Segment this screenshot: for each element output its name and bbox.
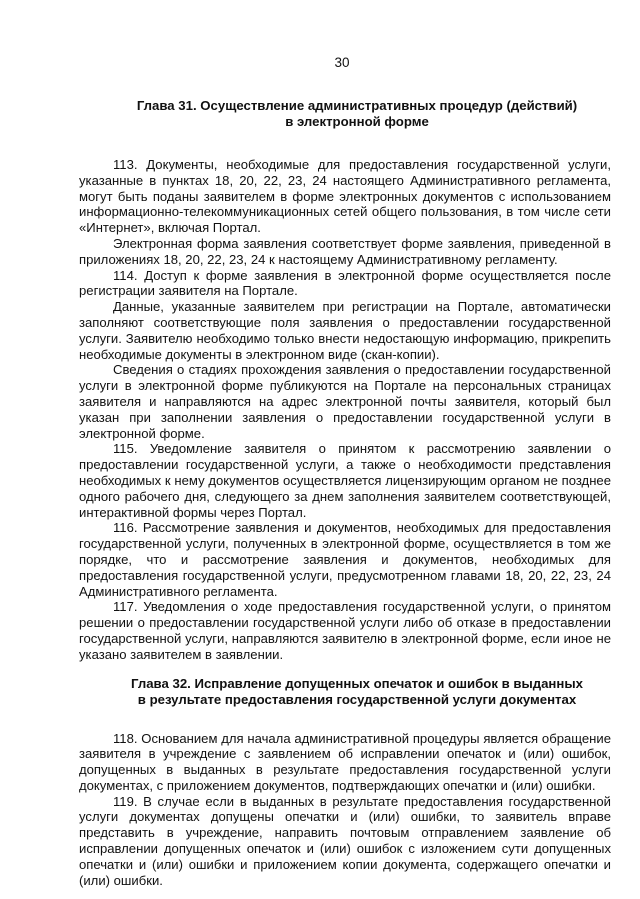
paragraph-registration-data: Данные, указанные заявителем при регистрации на Портале, автоматически заполняют соответствующие поля заявления о предоставлении государственной услуги. Заявителю необходимо только внести недостающую информацию, прикрепить необходимые документы в электронном виде (скан-копии). [79,299,611,362]
paragraph-119: 119. В случае если в выданных в результате предоставления государственной услуги документах допущены опечатки и (или) ошибки, то заявитель вправе представить в учреждение, направить почтовым отправлением заявление об исправлении допущенных опечаток и (или) ошибок с изложением сути допущенных опечатки и (или) ошибки и приложением копии документа, содержащего опечатки и (или) ошибки. [79,793,611,888]
chapter-32-section [79,731,611,889]
page-number: 30 [334,55,350,70]
paragraph-114: 114. Доступ к форме заявления в электронной форме осуществляется после регистрации заявителя на Портале. [79,267,611,299]
paragraph-113: 113. Документы, необходимые для предоставления государственной услуги, указанные в пунктах 18, 20, 22, 23, 24 настоящего Административного регламента, могут быть поданы заявителем в форме электронных документов с использованием информационно-телекоммуникационных сетей общего пользования, в том числе сети «Интернет», включая Портал. [79,157,611,236]
chapter-31-section [79,157,611,663]
chapter-31-heading-line-1: Глава 31. Осуществление административных процедур (действий) [136,98,578,113]
paragraph-115: 115. Уведомление заявителя о принятом к рассмотрению заявлении о предоставлении государственной услуги, а также о необходимости представления необходимых к нему документов осуществляется лицензирующим органом не позднее одного рабочего дня, следующего за днем заполнения заявителем соответствующей, интерактивной формы через Портал. [79,441,611,520]
chapter-32-heading-line-1: Глава 32. Исправление допущенных опечаток и ошибок в выданных [131,675,583,691]
paragraph-116: 116. Рассмотрение заявления и документов, необходимых для предоставления государственной услуги, полученных в электронной форме, осуществляется в том же порядке, что и рассмотрение заявления и документов, необходимых для предоставления государственной услуги, предусмотренном главами 18, 20, 22, 23, 24 Административного регламента. [79,520,611,599]
chapter-32-heading [79,676,611,708]
document-body [79,98,611,888]
paragraph-118: 118. Основанием для начала административной процедуры является обращение заявителя в учреждение с заявлением об исправлении опечаток и (или) ошибок, допущенных в выданных в результате предоставления государственной услуги документах, с приложением документов, подтверждающих опечатки и (или) ошибки. [79,730,611,793]
chapter-31-heading [79,98,611,130]
paragraph-117: 117. Уведомления о ходе предоставления государственной услуги, о принятом решении о предоставлении государственной услуги либо об отказе в предоставлении государственной услуги, направляются заявителю в электронной форме, если иное не указано заявителем в заявлении. [79,599,611,662]
paragraph-status-info: Сведения о стадиях прохождения заявления о предоставлении государственной услуги в электронной форме публикуются на Портале на персональных страницах заявителя и направляются на адрес электронной почты заявителя, который был указан при заполнении заявления о предоставлении государственной услуги в электронной форме. [79,362,611,441]
chapter-32-heading-line-2: в результате предоставления государственной услуги документах [137,691,577,707]
chapter-31-heading-line-2: в электронной форме [285,114,429,129]
paragraph-electronic-form: Электронная форма заявления соответствует форме заявления, приведенной в приложениях 18, 20, 22, 23, 24 к настоящему Административному регламенту. [79,235,611,267]
